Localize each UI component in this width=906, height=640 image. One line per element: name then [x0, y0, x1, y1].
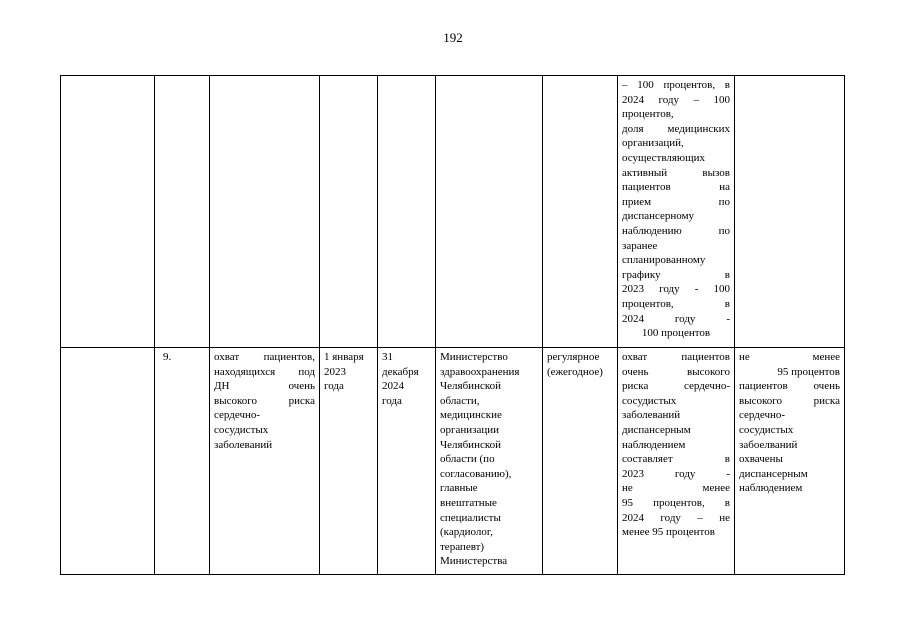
cell-line: (кардиолог,: [440, 526, 493, 539]
cell-line: организаций,: [622, 137, 684, 150]
table-cell: [378, 76, 436, 348]
cell-line: 2023 году -: [622, 467, 730, 480]
cell-line: активный вызов: [622, 166, 730, 179]
cell-line: наблюдением: [739, 482, 803, 495]
cell-line: регулярное: [547, 351, 600, 363]
cell-line: сердечно-: [739, 409, 786, 422]
cell-line: 31: [382, 351, 393, 363]
row-number-cell: [155, 348, 210, 575]
cell-line: сосудистых: [739, 423, 794, 436]
table-cell: [735, 76, 845, 348]
cell-line: 2024 году – 100: [622, 93, 730, 106]
cell-line: Челябинской: [440, 380, 502, 393]
cell-line: сердечно-: [214, 409, 261, 422]
cell-line: года: [324, 380, 344, 393]
cell-line: ДН очень: [214, 380, 315, 393]
result-cell: [735, 348, 845, 575]
cell-line: процентов, в: [622, 297, 730, 310]
cell-line: диспансерным: [739, 467, 808, 480]
cell-line: (ежегодное): [547, 365, 603, 378]
cell-line: высокого риска: [739, 394, 840, 407]
cell-line: диспансерным: [622, 423, 691, 436]
cell-line: декабря: [382, 365, 419, 378]
cell-line: 1 января: [324, 351, 364, 363]
cell-line: заболеваний: [622, 409, 681, 422]
table-cell: [155, 76, 210, 348]
cell-line: области,: [440, 394, 480, 407]
page-number: 192: [443, 30, 463, 45]
cell-line: 95 процентов, в: [622, 496, 730, 509]
cell-line: 2024: [382, 380, 404, 393]
cell-line: медицинские: [440, 409, 502, 422]
table-row: [61, 76, 845, 348]
cell-line: – 100 процентов, в: [622, 79, 730, 91]
cell-line: процентов,: [622, 108, 674, 121]
indicator-cell: [618, 348, 735, 575]
indicator-continuation-cell: [618, 76, 735, 348]
table-cell: [61, 348, 155, 575]
cell-line: Министерство: [440, 351, 508, 363]
cell-line: терапевт): [440, 540, 485, 553]
cell-line: менее 95 процентов: [622, 526, 715, 539]
table-row: [61, 348, 845, 575]
cell-line: наблюдением: [622, 438, 686, 451]
cell-line: 2024 году – не: [622, 511, 730, 524]
table-cell: [61, 76, 155, 348]
cell-line: пациентов очень: [739, 380, 840, 393]
cell-line: наблюдению по: [622, 224, 730, 237]
cell-line: 100 процентов: [641, 327, 711, 340]
table-cell: [436, 76, 543, 348]
plan-table: [60, 75, 845, 575]
table-cell: [543, 76, 618, 348]
cell-line: спланированному: [622, 254, 706, 267]
cell-line: Министерства: [440, 555, 508, 568]
cell-line: специалисты: [440, 511, 501, 524]
cell-line: заранее: [622, 239, 658, 252]
cell-line: заболеваний: [214, 438, 273, 451]
cell-line: риска сердечно-: [622, 380, 730, 393]
cell-line: составляет в: [622, 453, 730, 466]
cell-line: не менее: [622, 482, 730, 495]
cell-line: охват пациентов,: [214, 351, 315, 363]
cell-line: года: [382, 394, 402, 407]
cell-line: забоелваний: [739, 438, 798, 451]
cell-line: главные: [440, 482, 478, 495]
cell-line: доля медицинских: [622, 122, 730, 135]
cell-line: 95 процентов: [777, 365, 840, 378]
cell-line: 2023 году - 100: [622, 283, 730, 296]
cell-line: высокого риска: [214, 394, 315, 407]
end-date-cell: [378, 348, 436, 575]
indicator-name-cell: [210, 348, 320, 575]
cell-line: прием по: [622, 195, 730, 208]
row-number: 9.: [163, 351, 172, 363]
cell-line: организации: [440, 423, 500, 436]
cell-line: пациентов на: [622, 181, 730, 194]
cell-line: согласованию),: [440, 467, 512, 480]
cell-line: 2023: [324, 365, 346, 378]
cell-line: внештатные: [440, 496, 497, 509]
frequency-cell: [543, 348, 618, 575]
table-cell: [210, 76, 320, 348]
cell-line: Челябинской: [440, 438, 502, 451]
cell-line: сосудистых: [214, 423, 269, 436]
table-cell: [320, 76, 378, 348]
cell-line: сосудистых: [622, 394, 677, 407]
cell-line: очень высокого: [622, 365, 730, 378]
cell-line: охвачены: [739, 453, 783, 466]
cell-line: не менее: [739, 351, 840, 363]
cell-line: находящихся под: [214, 365, 315, 378]
cell-line: здравоохранения: [440, 365, 520, 378]
cell-line: графику в: [622, 268, 730, 281]
responsible-cell: [436, 348, 543, 575]
cell-line: осуществляющих: [622, 151, 705, 164]
cell-line: охват пациентов: [622, 351, 730, 363]
cell-line: диспансерному: [622, 210, 695, 223]
cell-line: области (по: [440, 453, 495, 466]
cell-line: 2024 году -: [622, 312, 730, 325]
start-date-cell: [320, 348, 378, 575]
